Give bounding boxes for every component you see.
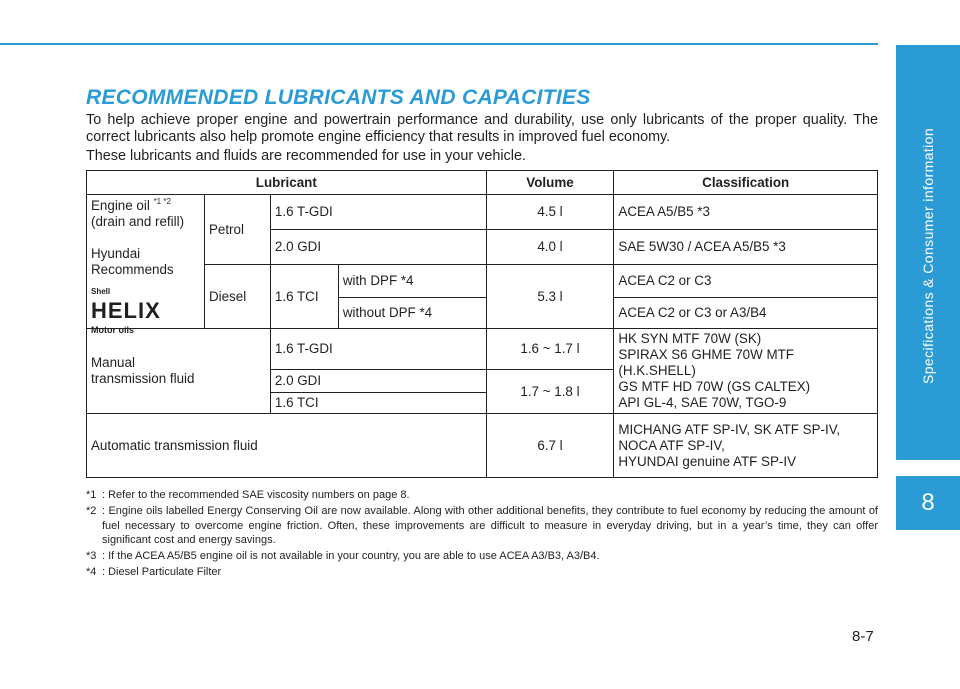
header-classification: Classification [614,171,878,195]
footnote-text: : If the ACEA A5/B5 engine oil is not available in your country, you are able to use ACEA A3/B3, A3/B4. [102,550,600,562]
petrol-engine-2: 2.0 GDI [270,230,486,265]
automatic-class-3: HYUNDAI genuine ATF SP-IV [618,453,797,469]
header-lubricant: Lubricant [87,171,487,195]
diesel-label: Diesel [204,265,270,329]
footnote [86,504,878,548]
diesel-volume: 5.3 l [486,265,614,329]
hyundai-label: Hyundai [91,246,141,261]
footnote-text: : Refer to the recommended SAE viscosity numbers on page 8. [102,489,410,501]
manual-volume-1: 1.6 ~ 1.7 l [486,329,614,370]
petrol-volume-1: 4.5 l [486,195,614,230]
petrol-engine-1: 1.6 T-GDI [270,195,486,230]
manual-class-gs-2: API GL-4, SAE 70W, TGO-9 [618,395,787,410]
footnote-text: : Engine oils labelled Energy Conserving Oil are now available. Along with other additional benefits, they contribute to fuel economy by reducing the amount of fuel necessary to overcome engine friction. Often, these improvements are difficult to measure in everyday driving, but in a year’s time, they can offer significant cost and energy savings. [102,505,878,546]
logo-helix-text: HELIX [91,298,161,323]
petrol-volume-2: 4.0 l [486,230,614,265]
footnote [86,488,878,503]
manual-engine-1: 1.6 T-GDI [270,329,486,370]
table-row [87,329,878,370]
manual-class-gs-1: GS MTF HD 70W (GS CALTEX) [618,379,811,394]
manual-volume-2: 1.7 ~ 1.8 l [486,370,614,414]
automatic-label: Automatic transmission fluid [87,414,487,478]
automatic-class-1: MICHANG ATF SP-IV, SK ATF SP-IV, [618,421,841,437]
side-tab-label: Specifications & Consumer information [920,127,936,385]
header-rule [0,43,878,45]
footnote [86,565,878,580]
footnote [86,549,878,564]
manual-label-cell [87,329,271,414]
manual-class-sk-3: (H.K.SHELL) [618,363,696,378]
manual-label-2: transmission fluid [91,371,195,386]
engine-oil-drain-label: (drain and refill) [91,214,185,229]
table-header-row [87,171,878,195]
shell-helix-logo [91,284,181,335]
petrol-label: Petrol [204,195,270,265]
diesel-class-1: ACEA C2 or C3 [614,265,878,298]
manual-engine-2: 2.0 GDI [270,370,486,393]
recommends-label: Recommends [91,262,174,277]
footnote-mark: *4 [86,566,97,578]
logo-motor-text: Motor oils [91,325,134,335]
table-row [87,265,878,298]
chapter-number-badge: 8 [896,476,960,530]
automatic-class-2: NOCA ATF SP-IV, [618,437,725,453]
logo-shell-text: Shell [91,287,111,296]
intro-paragraph: To help achieve proper engine and powertrain performance and durability, use only lubricants of the proper quality. The correct lubricants also help promote engine efficiency that results in improved fuel economy. [86,112,878,145]
header-volume: Volume [486,171,614,195]
footnote-mark: *2 [86,505,97,517]
petrol-class-2: SAE 5W30 / ACEA A5/B5 *3 [614,230,878,265]
page-number: 8-7 [852,628,874,645]
footnote-mark: *1 [86,489,97,501]
automatic-classification [614,414,878,478]
engine-oil-cell [87,195,205,335]
diesel-engine: 1.6 TCI [270,265,338,329]
manual-engine-3: 1.6 TCI [270,393,486,414]
engine-oil-label: Engine oil [91,198,150,213]
lubricants-table [86,170,878,478]
section-title: RECOMMENDED LUBRICANTS AND CAPACITIES [86,86,591,109]
manual-class-sk-2: SPIRAX S6 GHME 70W MTF [618,347,794,362]
table-row [87,195,878,230]
diesel-variant-1: with DPF *4 [338,265,486,298]
table-row [87,414,878,478]
engine-oil-footnote-ref: *1 *2 [153,197,171,206]
automatic-volume: 6.7 l [486,414,614,478]
footnote-text: : Diesel Particulate Filter [102,566,222,578]
manual-classification [614,329,878,414]
diesel-variant-2: without DPF *4 [338,298,486,329]
intro-paragraph-2: These lubricants and fluids are recommended for use in your vehicle. [86,148,526,164]
diesel-class-2: ACEA C2 or C3 or A3/B4 [614,298,878,329]
footnote-mark: *3 [86,550,97,562]
manual-label: Manual [91,355,135,370]
manual-class-sk-1: HK SYN MTF 70W (SK) [618,331,762,346]
footnotes [86,488,878,581]
petrol-class-1: ACEA A5/B5 *3 [614,195,878,230]
